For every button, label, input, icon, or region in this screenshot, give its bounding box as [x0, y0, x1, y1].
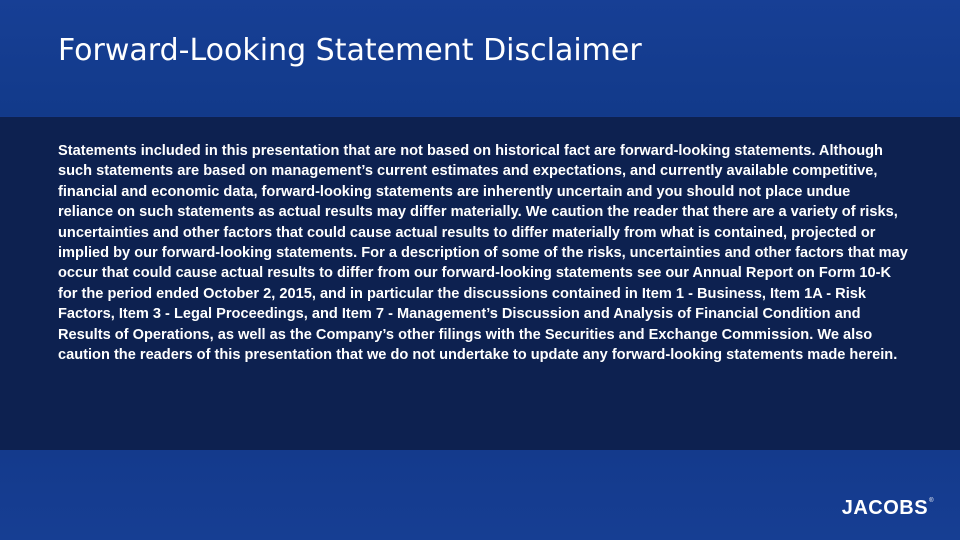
footer-band: [0, 450, 960, 540]
jacobs-logo: [842, 497, 934, 520]
registered-mark: ®: [929, 498, 934, 504]
disclaimer-text: Statements included in this presentation that are not based on historical fact are forward-looking statements. Although such statements are based on management’s current estimates and expectations, and currently available competitive, financial and economic data, forward-looking statements are inherently uncertain and you should not place undue reliance on such statements as actual results may differ materially. We caution the reader that there are a variety of risks, uncertainties and other factors that could cause actual results to differ materially from what is contained, projected or implied by our forward-looking statements. For a description of some of the risks, uncertainties and other factors that may occur that could cause actual results to differ from our forward-looking statements see our Annual Report on Form 10-K for the period ended October 2, 2015, and in particular the discussions contained in Item 1 - Business, Item 1A - Risk Factors, Item 3 - Legal Proceedings, and Item 7 - Management’s Discussion and Analysis of Financial Condition and Results of Operations, as well as the Company’s other filings with the Securities and Exchange Commission. We also caution the readers of this presentation that we do not undertake to update any forward-looking statements made herein.: [58, 143, 908, 364]
slide-title: Forward-Looking Statement Disclaimer: [58, 33, 642, 68]
logo-text: JACOBS: [841, 497, 929, 519]
